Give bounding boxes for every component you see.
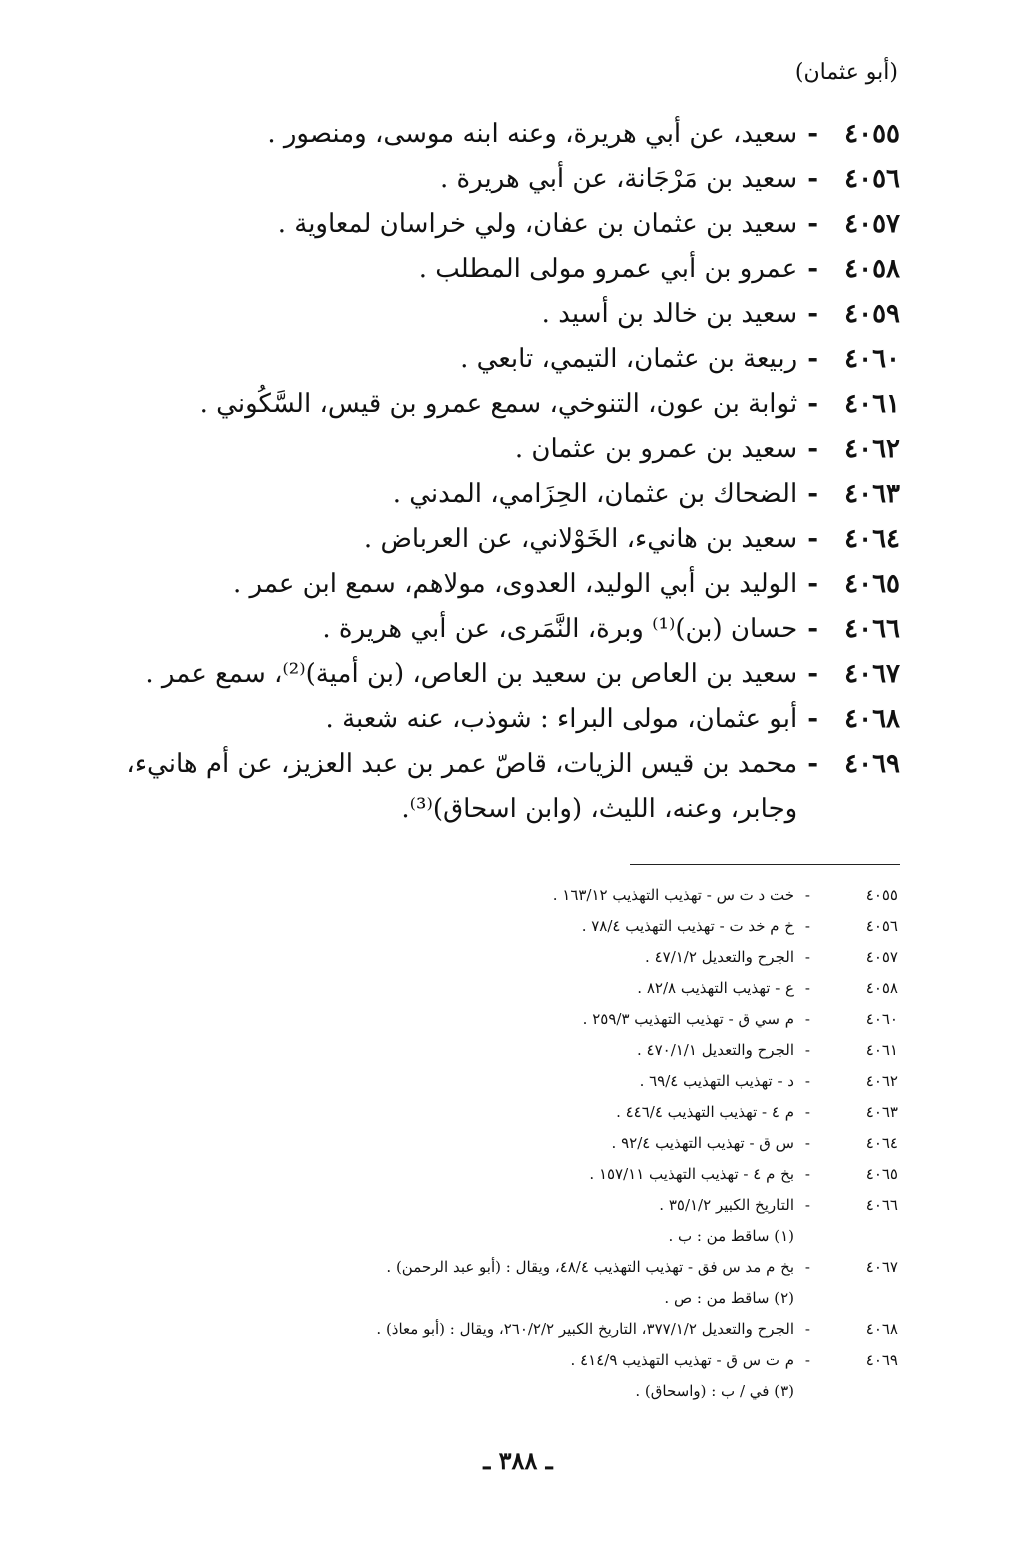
entry — [100, 112, 900, 157]
footnote — [198, 973, 898, 1004]
footnote-remark — [198, 1283, 898, 1314]
entry-dash: - — [807, 209, 818, 239]
entry-number: ٤٠٥٦ — [844, 164, 900, 194]
footnote-text: د - تهذيب التهذيب ٦٩/٤ . — [639, 1072, 794, 1090]
entry-dash: - — [807, 569, 818, 599]
entry — [100, 157, 900, 202]
entry-number: ٤٠٥٩ — [844, 299, 900, 329]
entry — [100, 607, 900, 652]
footnote — [198, 1066, 898, 1097]
footnote-dash: - — [804, 979, 810, 997]
entry-dash: - — [807, 389, 818, 419]
footnote-dash: - — [804, 948, 810, 966]
footnote-number: ٤٠٥٨ — [865, 979, 898, 997]
footnote-text: خت د ت س - تهذيب التهذيب ١٦٣/١٢ . — [552, 886, 794, 904]
entry — [100, 202, 900, 247]
footnote — [198, 911, 898, 942]
footnote-dash: - — [804, 917, 810, 935]
footnote-dash: - — [804, 1196, 810, 1214]
footnote-text: الجرح والتعديل ٤٧٠/١/١ . — [636, 1041, 794, 1059]
footnote — [198, 880, 898, 911]
entry-number: ٤٠٥٥ — [844, 119, 900, 149]
footnote — [198, 1252, 898, 1283]
entry — [100, 697, 900, 742]
footnote — [198, 1004, 898, 1035]
entry-number: ٤٠٦٨ — [844, 704, 900, 734]
footnote-text: بخ م ٤ - تهذيب التهذيب ١٥٧/١١ . — [589, 1165, 794, 1183]
footnote-dash: - — [804, 1258, 810, 1276]
page-header: (أبو عثمان) — [794, 60, 898, 85]
footnote-text: م ٤ - تهذيب التهذيب ٤٤٦/٤ . — [616, 1103, 794, 1121]
entry-dash: - — [807, 344, 818, 374]
footnote-dash: - — [804, 886, 810, 904]
footnote-number: ٤٠٦٣ — [865, 1103, 898, 1121]
entry-dash: - — [807, 119, 818, 149]
footnote-number: ٤٠٦٥ — [865, 1165, 898, 1183]
entry — [100, 247, 900, 292]
entry-dash: - — [807, 164, 818, 194]
footnote-divider — [630, 864, 900, 865]
entry-text: الوليد بن أبي الوليد، العدوى، مولاهم، سمع ابن عمر . — [232, 569, 798, 599]
footnote — [198, 942, 898, 973]
footnote-text: م سي ق - تهذيب التهذيب ٢٥٩/٣ . — [582, 1010, 794, 1028]
footnote-number: ٤٠٦٦ — [865, 1196, 898, 1214]
entry-text: أبو عثمان، مولى البراء : شوذب، عنه شعبة . — [325, 704, 798, 734]
footnote-text: الجرح والتعديل ٣٧٧/١/٢، التاريخ الكبير ٢٦٠/٢/٢، ويقال : (أبو معاذ) . — [376, 1320, 794, 1338]
entry — [100, 382, 900, 427]
entry — [100, 337, 900, 382]
entry-text: سعيد بن العاص بن سعيد بن العاص، (بن أمية)⁽²⁾، سمع عمر . — [145, 659, 798, 689]
footnote-number: ٤٠٦٠ — [865, 1010, 898, 1028]
entry-dash: - — [807, 524, 818, 554]
footnote — [198, 1097, 898, 1128]
entry-dash: - — [807, 299, 818, 329]
footnote-dash: - — [804, 1320, 810, 1338]
footnote-text: (٢) ساقط من : ص . — [664, 1289, 794, 1307]
entry-dash: - — [807, 254, 818, 284]
footnote-dash: - — [804, 1072, 810, 1090]
footnote-number: ٤٠٥٥ — [865, 886, 898, 904]
footnote-text: (١) ساقط من : ب . — [668, 1227, 794, 1245]
footnote-remark — [198, 1376, 898, 1407]
footnote — [198, 1035, 898, 1066]
footnote-number: ٤٠٦٤ — [865, 1134, 898, 1152]
entry-text: محمد بن قيس الزيات، قاصّ عمر بن عبد العزيز، عن أم هانيء، وجابر، وعنه، الليث، (وابن اسحاق)⁽³⁾. — [126, 749, 798, 824]
footnote-text: س ق - تهذيب التهذيب ٩٢/٤ . — [611, 1134, 794, 1152]
entry-number: ٤٠٥٨ — [844, 254, 900, 284]
entry — [100, 517, 900, 562]
footnotes-list — [198, 880, 898, 1407]
entry-text: عمرو بن أبي عمرو مولى المطلب . — [418, 254, 798, 284]
footnote-number: ٤٠٦٢ — [865, 1072, 898, 1090]
entry-text: حسان (بن)⁽¹⁾ وبرة، النَّمَرى، عن أبي هريرة . — [322, 614, 798, 644]
footnote-number: ٤٠٥٦ — [865, 917, 898, 935]
footnote — [198, 1345, 898, 1376]
entry — [100, 472, 900, 517]
entry-number: ٤٠٦٩ — [844, 749, 900, 779]
entry — [100, 652, 900, 697]
footnote-number: ٤٠٦١ — [865, 1041, 898, 1059]
entry-dash: - — [807, 479, 818, 509]
footnote-dash: - — [804, 1103, 810, 1121]
footnote-number: ٤٠٦٧ — [865, 1258, 898, 1276]
footnote-text: التاريخ الكبير ٣٥/١/٢ . — [659, 1196, 794, 1214]
footnote-number: ٤٠٦٩ — [865, 1351, 898, 1369]
entry-number: ٤٠٦١ — [844, 389, 900, 419]
entry-number: ٤٠٦٦ — [844, 614, 900, 644]
footnote — [198, 1190, 898, 1221]
entry-number: ٤٠٦٠ — [844, 344, 900, 374]
entry-text: سعيد بن خالد بن أسيد . — [541, 299, 798, 329]
footnote-text: م ت س ق - تهذيب التهذيب ٤١٤/٩ . — [570, 1351, 794, 1369]
footnote-dash: - — [804, 1041, 810, 1059]
entry — [100, 427, 900, 472]
footnote-text: خ م خد ت - تهذيب التهذيب ٧٨/٤ . — [581, 917, 794, 935]
entry-number: ٤٠٦٥ — [844, 569, 900, 599]
footnote — [198, 1128, 898, 1159]
entry-number: ٤٠٥٧ — [844, 209, 900, 239]
footnote-text: ع - تهذيب التهذيب ٨٢/٨ . — [637, 979, 794, 997]
entry-dash: - — [807, 704, 818, 734]
footnote-remark — [198, 1221, 898, 1252]
page-number: ـ ٣٨٨ ـ — [483, 1446, 553, 1475]
entry — [100, 742, 900, 832]
footnote — [198, 1159, 898, 1190]
footnote-dash: - — [804, 1351, 810, 1369]
entry-text: سعيد بن عمرو بن عثمان . — [514, 434, 798, 464]
footnote-number: ٤٠٦٨ — [865, 1320, 898, 1338]
entry-text: الضحاك بن عثمان، الحِزَامي، المدني . — [392, 479, 798, 509]
entry-text: ربيعة بن عثمان، التيمي، تابعي . — [460, 344, 798, 374]
entry-text: سعيد، عن أبي هريرة، وعنه ابنه موسى، ومنصور . — [267, 119, 798, 149]
entry-dash: - — [807, 434, 818, 464]
entries-list — [100, 112, 900, 832]
entry-dash: - — [807, 749, 818, 779]
entry-number: ٤٠٦٢ — [844, 434, 900, 464]
footnote — [198, 1314, 898, 1345]
entry-text: سعيد بن هانيء، الخَوْلاني، عن العرباض . — [363, 524, 798, 554]
entry-text: سعيد بن مَرْجَانة، عن أبي هريرة . — [439, 164, 798, 194]
entry-text: سعيد بن عثمان بن عفان، ولي خراسان لمعاوية . — [277, 209, 798, 239]
footnote-dash: - — [804, 1165, 810, 1183]
entry-dash: - — [807, 659, 818, 689]
entry-text: ثوابة بن عون، التنوخي، سمع عمرو بن قيس، السَّكُوني . — [199, 389, 798, 419]
footnote-dash: - — [804, 1010, 810, 1028]
footnote-text: الجرح والتعديل ٤٧/١/٢ . — [645, 948, 794, 966]
entry — [100, 562, 900, 607]
entry — [100, 292, 900, 337]
entry-number: ٤٠٦٣ — [844, 479, 900, 509]
entry-dash: - — [807, 614, 818, 644]
footnote-text: بخ م مد س فق - تهذيب التهذيب ٤٨/٤، ويقال : (أبو عبد الرحمن) . — [386, 1258, 794, 1276]
footnote-number: ٤٠٥٧ — [865, 948, 898, 966]
footnote-dash: - — [804, 1134, 810, 1152]
entry-number: ٤٠٦٧ — [844, 659, 900, 689]
entry-number: ٤٠٦٤ — [844, 524, 900, 554]
footnote-text: (٣) في / ب : (واسحاق) . — [635, 1382, 794, 1400]
